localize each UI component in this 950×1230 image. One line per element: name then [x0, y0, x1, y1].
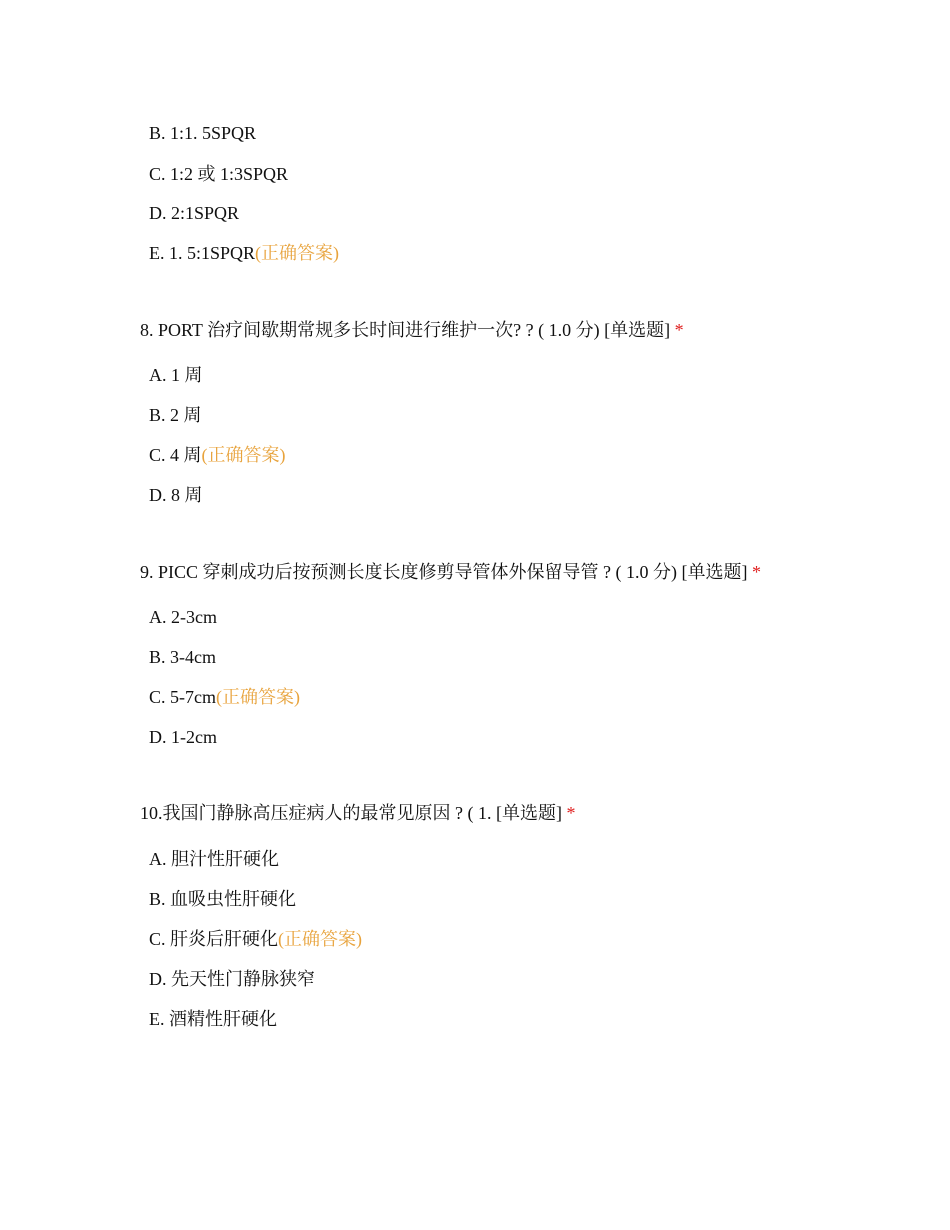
- question-9-title: [140, 560, 761, 584]
- correct-answer-marker: (正确答案): [201, 445, 286, 465]
- q10-option-e[interactable]: [149, 1007, 277, 1031]
- option-label: C. 肝炎后肝硬化: [149, 929, 279, 949]
- option-label: B. 血吸虫性肝硬化: [149, 889, 297, 909]
- option-label: B. 3-4cm: [149, 647, 216, 667]
- option-label: E. 酒精性肝硬化: [149, 1009, 277, 1029]
- question-8-title: [140, 318, 684, 342]
- q8-option-a[interactable]: [149, 363, 203, 387]
- question-text: 8. PORT 治疗间歇期常规多长时间进行维护一次? ? ( 1.0 分) [单选题]: [140, 320, 671, 340]
- required-marker: *: [751, 562, 761, 582]
- required-marker: *: [674, 320, 684, 340]
- option-label: A. 1 周: [149, 365, 203, 385]
- q10-option-c[interactable]: [149, 927, 362, 951]
- q7-option-d[interactable]: [149, 201, 239, 225]
- q9-option-c[interactable]: [149, 685, 300, 709]
- option-label: D. 先天性门静脉狭窄: [149, 969, 315, 989]
- q10-option-b[interactable]: [149, 887, 296, 911]
- q8-option-c[interactable]: [149, 443, 286, 467]
- option-label: C. 5-7cm: [149, 687, 216, 707]
- required-marker: *: [566, 803, 576, 823]
- q8-option-d[interactable]: [149, 483, 203, 507]
- q8-option-b[interactable]: [149, 403, 202, 427]
- correct-answer-marker: (正确答案): [255, 243, 340, 263]
- option-label: A. 2-3cm: [149, 607, 217, 627]
- correct-answer-marker: (正确答案): [216, 687, 300, 707]
- option-label: B. 1:1. 5SPQR: [149, 123, 257, 143]
- correct-answer-marker: (正确答案): [278, 929, 363, 949]
- q9-option-b[interactable]: [149, 645, 216, 669]
- option-label: C. 4 周: [149, 445, 202, 465]
- q7-option-c[interactable]: [149, 162, 288, 186]
- q9-option-a[interactable]: [149, 605, 217, 629]
- q7-option-b[interactable]: [149, 121, 256, 145]
- option-label: A. 胆汁性肝硬化: [149, 849, 279, 869]
- q10-option-d[interactable]: [149, 967, 315, 991]
- q9-option-d[interactable]: [149, 725, 217, 749]
- option-label: B. 2 周: [149, 405, 202, 425]
- option-label: E. 1. 5:1SPQR: [149, 243, 256, 263]
- q10-option-a[interactable]: [149, 847, 279, 871]
- option-label: D. 8 周: [149, 485, 203, 505]
- q7-option-e[interactable]: [149, 241, 339, 265]
- option-label: D. 2:1SPQR: [149, 203, 240, 223]
- option-label: D. 1-2cm: [149, 727, 217, 747]
- question-10-title: [140, 801, 575, 825]
- question-text: 10.我国门静脉高压症病人的最常见原因 ? ( 1. [单选题]: [140, 803, 562, 823]
- question-text: 9. PICC 穿刺成功后按预测长度长度修剪导管体外保留导管 ? ( 1.0 分) [单选题]: [140, 562, 748, 582]
- option-label: C. 1:2 或 1:3SPQR: [149, 164, 289, 184]
